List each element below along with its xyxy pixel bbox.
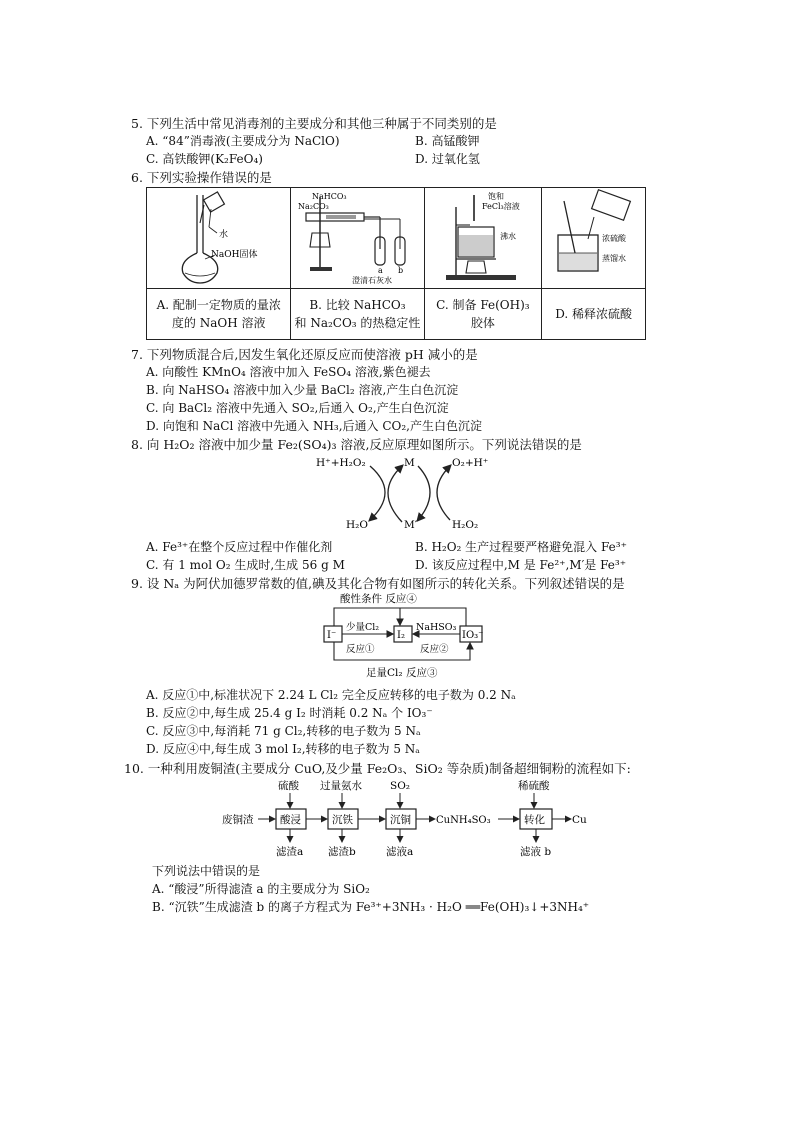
q7-option-d: D. 向饱和 NaCl 溶液中先通入 NH₃,后通入 CO₂,产生白色沉淀	[146, 419, 482, 433]
q8-option-d: D. 该反应过程中,M 是 Fe²⁺,M′是 Fe³⁺	[415, 558, 627, 572]
fig-a-solid-label: NaOH固体	[210, 249, 258, 260]
q8-species-m-prime: M′	[404, 519, 418, 531]
flow-end: Cu	[572, 814, 587, 826]
q10-stem: 10. 一种利用废铜渣(主要成分 CuO,及少量 Fe₂O₃、SiO₂ 等杂质)制备超细铜粉的流程如下:	[124, 761, 631, 776]
q6-option-c	[424, 289, 542, 340]
q10-option-b: B. “沉铁”生成滤渣 b 的离子方程式为 Fe³⁺+3NH₃ · H₂O ══Fe(OH)₃↓+3NH₄⁺	[152, 900, 590, 914]
flow-reagent-2: 过量氨水	[320, 780, 362, 792]
q9-nahso3: NaHSO₃	[416, 622, 457, 633]
q6-option-a	[147, 289, 291, 340]
q10-process-flow	[220, 777, 600, 859]
q9-iodide: I⁻	[327, 630, 337, 641]
q9-option-b: B. 反应②中,每生成 25.4 g I₂ 时消耗 0.2 Nₐ 个 IO₃⁻	[146, 706, 433, 720]
q9-iodine: I₂	[397, 630, 405, 641]
q6-option-a-line1: A. 配制一定物质的量浓	[156, 298, 281, 312]
q8-product-bottom-left: H₂O	[346, 519, 368, 531]
flow-out-filtrate-b: 滤液 b	[520, 846, 552, 858]
flow-reagent-1: 硫酸	[278, 780, 299, 792]
q9-bottom-label: 足量Cl₂ 反应③	[366, 667, 438, 679]
fig-b-na2co3-label: Na₂CO₃	[298, 201, 330, 211]
fig-c-boiling-label: 沸水	[499, 231, 516, 241]
q9-reaction-1: 反应①	[346, 644, 375, 655]
q6-option-b-line1: B. 比较 NaHCO₃	[309, 298, 406, 312]
flow-out-residue-a: 滤渣a	[276, 846, 304, 858]
q5-option-b: B. 高锰酸钾	[415, 134, 480, 148]
fig-c-cell	[424, 188, 542, 289]
q5-option-d: D. 过氧化氢	[415, 152, 480, 166]
catalytic-cycle-diagram	[300, 452, 520, 534]
q9-top-label: 酸性条件 反应④	[340, 593, 417, 605]
flow-reagent-3: SO₂	[390, 780, 411, 792]
thermal-stability-apparatus	[292, 189, 422, 285]
q5-stem: 5. 下列生活中常见消毒剂的主要成分和其他三种属于不同类别的是	[131, 116, 497, 131]
q6-option-b	[291, 289, 424, 340]
q10-sub-stem: 下列说法中错误的是	[152, 864, 261, 878]
fig-b-lime-label: 澄清石灰水	[352, 275, 393, 285]
fig-d-acid-label: 浓硫酸	[601, 233, 626, 243]
acid-dilution-figure	[544, 189, 644, 285]
fig-b-b-label: b	[398, 265, 404, 275]
q6-option-b-line2: 和 Na₂CO₃ 的热稳定性	[294, 316, 421, 330]
fig-c-fecl3-label: FeCl₃溶液	[481, 201, 520, 211]
iodine-conversion-diagram	[320, 590, 500, 682]
flow-box-conversion: 转化	[524, 814, 545, 826]
q6-option-d: D. 稀释浓硫酸	[542, 289, 646, 340]
q9-few-cl2: 少量Cl₂	[346, 622, 380, 633]
q8-option-c: C. 有 1 mol O₂ 生成时,生成 56 g M	[146, 558, 345, 572]
q6-experiment-table	[146, 187, 646, 340]
fig-a-water-label: 水	[218, 229, 228, 240]
q9-iodate: IO₃⁻	[462, 630, 484, 641]
q8-species-m: M	[404, 457, 415, 469]
flow-box-iron-precip: 沉铁	[332, 814, 353, 826]
colloid-prep-figure	[426, 189, 540, 285]
q9-option-c: C. 反应③中,每消耗 71 g Cl₂,转移的电子数为 5 Nₐ	[146, 724, 421, 738]
q6-option-a-line2: 度的 NaOH 溶液	[171, 316, 266, 330]
q8-product-top-right: O₂+H⁺	[452, 457, 489, 469]
q7-stem: 7. 下列物质混合后,因发生氧化还原反应而使溶液 pH 减小的是	[131, 347, 478, 362]
q8-reactant-top-left: H⁺+H₂O₂	[316, 457, 366, 469]
q5-option-c: C. 高铁酸钾(K₂FeO₄)	[146, 152, 263, 166]
flow-reagent-4: 稀硫酸	[518, 780, 550, 792]
q7-option-a: A. 向酸性 KMnO₄ 溶液中加入 FeSO₄ 溶液,紫色褪去	[146, 365, 431, 379]
flow-box-acid-leach: 酸浸	[280, 814, 301, 826]
q9-option-d: D. 反应④中,每生成 3 mol I₂,转移的电子数为 5 Nₐ	[146, 742, 420, 756]
q7-option-b: B. 向 NaHSO₄ 溶液中加入少量 BaCl₂ 溶液,产生白色沉淀	[146, 383, 459, 397]
q8-option-b: B. H₂O₂ 生产过程要严格避免混入 Fe³⁺	[415, 540, 627, 554]
q8-reactant-bottom-right: H₂O₂	[452, 519, 479, 531]
fig-a-cell	[147, 188, 291, 289]
fig-b-a-label: a	[378, 265, 384, 275]
q5-option-a: A. “84”消毒液(主要成分为 NaClO)	[146, 134, 340, 148]
flow-out-filtrate-a: 滤液a	[386, 846, 414, 858]
q6-option-c-line1: C. 制备 Fe(OH)₃	[436, 298, 530, 312]
fig-d-cell	[542, 188, 646, 289]
q8-stem: 8. 向 H₂O₂ 溶液中加少量 Fe₂(SO₄)₃ 溶液,反应原理如图所示。下列说法错误的是	[131, 437, 582, 452]
flow-out-residue-b: 滤渣b	[328, 846, 356, 858]
q7-option-c: C. 向 BaCl₂ 溶液中先通入 SO₂,后通入 O₂,产生白色沉淀	[146, 401, 449, 415]
q9-reaction-2: 反应②	[420, 644, 449, 655]
volumetric-flask-figure	[149, 189, 289, 285]
q8-option-a: A. Fe³⁺在整个反应过程中作催化剂	[146, 540, 333, 554]
q9-option-a: A. 反应①中,标准状况下 2.24 L Cl₂ 完全反应转移的电子数为 0.2 Nₐ	[146, 688, 516, 702]
fig-c-saturated-label: 饱和	[487, 191, 504, 201]
q9-stem: 9. 设 Nₐ 为阿伏加德罗常数的值,碘及其化合物有如图所示的转化关系。下列叙述错误的是	[131, 576, 625, 591]
q10-option-a: A. “酸浸”所得滤渣 a 的主要成分为 SiO₂	[152, 882, 370, 896]
flow-box-copper-precip: 沉铜	[390, 814, 411, 826]
flow-start: 废铜渣	[222, 814, 254, 826]
q6-option-c-line2: 胶体	[470, 316, 495, 330]
fig-b-nahco3-label: NaHCO₃	[312, 191, 348, 201]
flow-intermediate: CuNH₄SO₃	[436, 815, 491, 826]
fig-d-water-label: 蒸馏水	[601, 253, 626, 263]
q6-stem: 6. 下列实验操作错误的是	[131, 170, 272, 185]
fig-b-cell	[291, 188, 424, 289]
